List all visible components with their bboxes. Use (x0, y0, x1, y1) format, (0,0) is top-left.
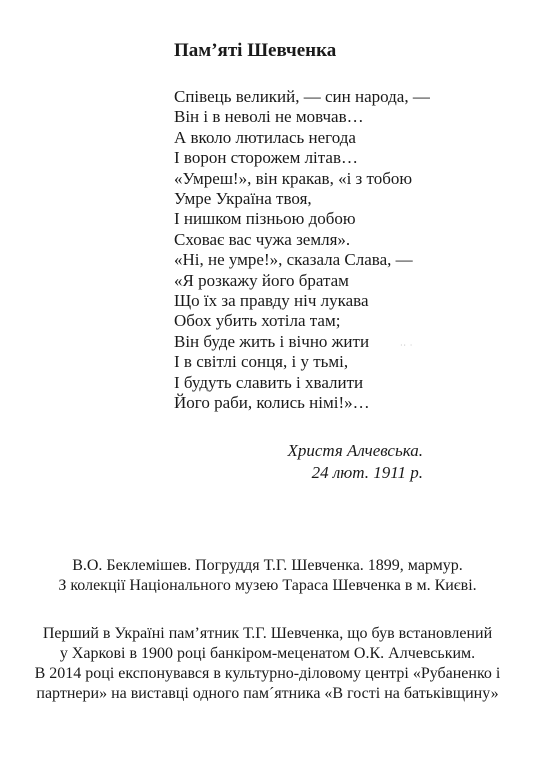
caption-line: В.О. Беклемішев. Погруддя Т.Г. Шевченка. 1899, мармур. (72, 557, 463, 574)
poem-line: А вколо лютилась негода (174, 127, 356, 147)
poem-line: Сховає вас чужа земля». (174, 229, 351, 249)
photo-caption-bust (0, 556, 535, 596)
poem-body (174, 87, 430, 414)
poem-line: Його раби, колись німі!»… (174, 393, 370, 413)
poem-line: Він і в неволі не мовчав… (174, 107, 364, 127)
poem-line: І будуть славить і хвалити (174, 372, 364, 392)
poem-line: І в світлі сонця, і у тьмі, (174, 352, 349, 372)
caption-line: З колекції Національного музею Тараса Шевченка в м. Києві. (58, 577, 477, 594)
poem-signature (287, 440, 423, 484)
poem-title: Пам’яті Шевченка (174, 40, 337, 61)
poem-line: Обох убить хотіла там; (174, 311, 341, 331)
poem-date: 24 лют. 1911 р. (311, 463, 423, 482)
poem-line: Співець великий, — син народа, — (174, 87, 430, 106)
caption-line: Перший в Україні пам’ятник Т.Г. Шевченка, що був встановлений (42, 625, 493, 642)
caption-line: партнери» на виставці одного пам´ятника «В гості на батьківщину» (36, 685, 499, 702)
poem-line: «Ні, не умре!», сказала Слава, — (174, 250, 413, 270)
poem-line: Він буде жить і вічно жити (174, 331, 370, 351)
poem-line: І ворон сторожем літав… (174, 148, 358, 168)
photo-caption-monument (0, 624, 535, 704)
poem-line: «Я розкажу його братам (174, 270, 349, 290)
poem-line: «Умреш!», він кракав, «і з тобою (174, 168, 413, 188)
poem-line: Що їх за правду ніч лукава (174, 291, 369, 311)
poem-line: Умре Україна твоя, (174, 189, 312, 209)
caption-line: у Харкові в 1900 році банкіром-меценатом О.К. Алчевським. (59, 645, 476, 662)
paper-smudge: ·⸱ · (400, 341, 414, 350)
poem-author: Христя Алчевська. (287, 441, 423, 460)
caption-line: В 2014 році експонувався в культурно-діловому центрі «Рубаненко і (34, 665, 501, 682)
poem-line: І нишком пізньою добою (174, 209, 356, 229)
